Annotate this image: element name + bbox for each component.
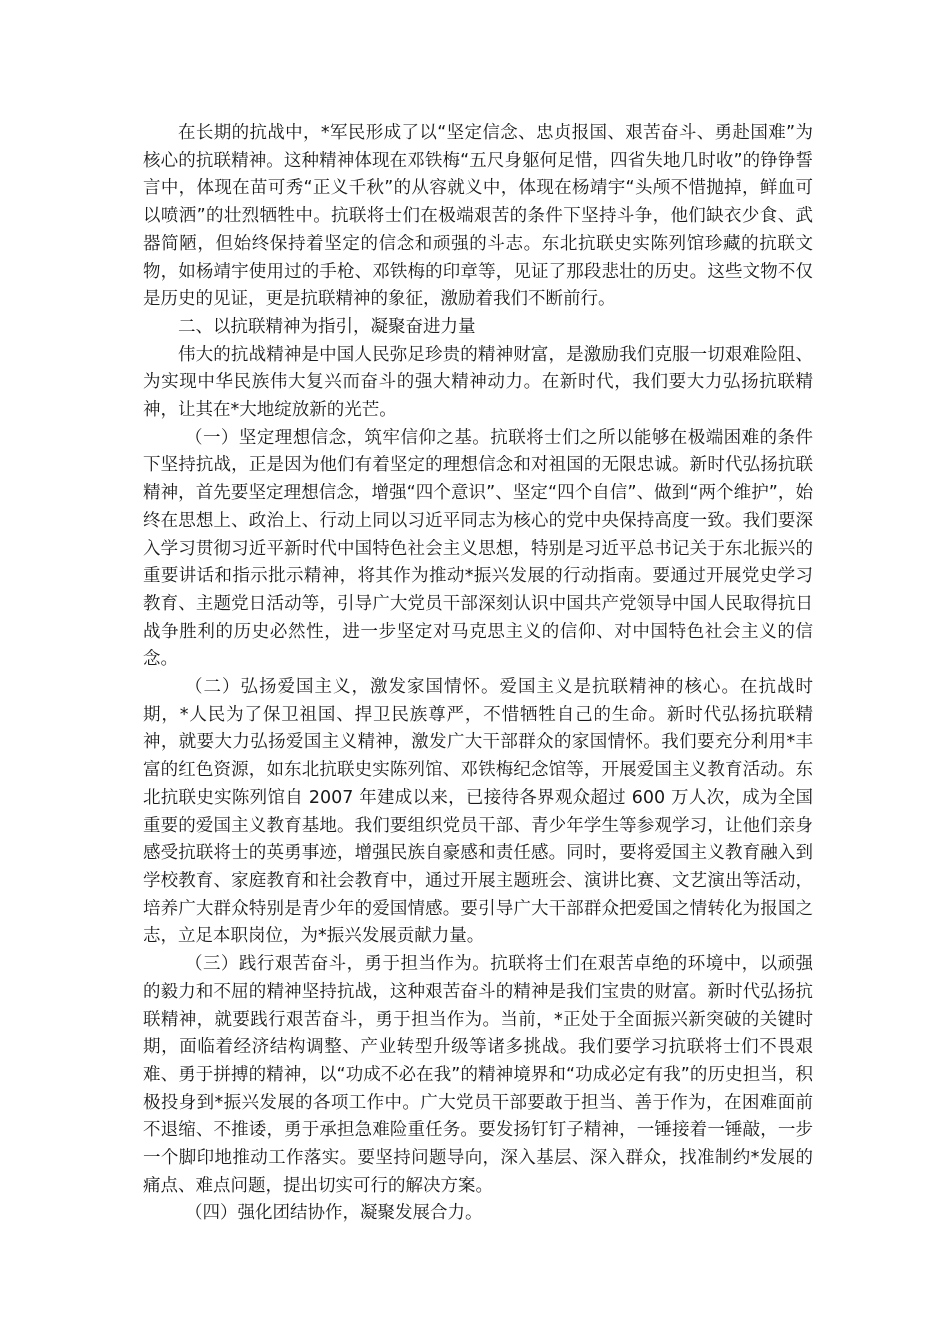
section-heading-2: 二、以抗联精神为指引，凝聚奋进力量 [178, 316, 476, 337]
subsection-3-hard-work: （三）践行艰苦奋斗，勇于担当作为。抗联将士们在艰苦卓绝的环境中，以顽强的毅力和不屈的精神坚持抗战，这种艰苦奋斗的精神是我们宝贵的财富。新时代弘扬抗联精神，就要践行艰苦奋斗，勇于担当作为。当前，*正处于全面振兴新突破的关键时期，面临着经济结构调整、产业转型升级等诸多挑战。我们要学习抗联将士们不畏艰难、勇于拼搏的精神，以“功成不必在我”的精神境界和“功成必定有我”的历史担当，积极投身到*振兴发展的各项工作中。广大党员干部要敢于担当、善于作为，在困难面前不退缩、不推诿，勇于承担急难险重任务。要发扬钉钉子精神，一锤接着一锤敲，一步一个脚印地推动工作落实。要坚持问题导向，深入基层、深入群众，找准制约*发展的痛点、难点问题，提出切实可行的解决方案。 [143, 954, 813, 1196]
subsection-2-patriotism: （二）弘扬爱国主义，激发家国情怀。爱国主义是抗联精神的核心。在抗战时期，*人民为了保卫祖国、捍卫民族尊严，不惜牺牲自己的生命。新时代弘扬抗联精神，就要大力弘扬爱国主义精神，激发广大干部群众的家国情怀。我们要充分利用*丰富的红色资源，如东北抗联史实陈列馆、邓铁梅纪念馆等，开展爱国主义教育活动。东北抗联史实陈列馆自 2007 年建成以来，已接待各界观众超过 600 万人次，成为全国重要的爱国主义教育基地。我们要组织党员干部、青少年学生等参观学习，让他们亲身感受抗联将士的英勇事迹，增强民族自豪感和责任感。同时，要将爱国主义教育融入到学校教育、家庭教育和社会教育中，通过开展主题班会、演讲比赛、文艺演出等活动，培养广大群众特别是青少年的爱国情感。要引导广大干部群众把爱国之情转化为报国之志，立足本职岗位，为*振兴发展贡献力量。 [143, 677, 813, 947]
document-page [143, 120, 813, 1228]
subsection-4-unity: （四）强化团结协作，凝聚发展合力。 [185, 1203, 483, 1224]
paragraph-anti-war-spirit: 在长期的抗战中，*军民形成了以“坚定信念、忠贞报国、艰苦奋斗、勇赴国难”为核心的抗联精神。这种精神体现在邓铁梅“五尺身躯何足惜，四省失地几时收”的铮铮誓言中，体现在苗可秀“正义千秋”的从容就义中，体现在杨靖宇“头颅不惜抛掉，鲜血可以喷洒”的壮烈牺牲中。抗联将士们在极端艰苦的条件下坚持斗争，他们缺衣少食、武器简陋，但始终保持着坚定的信念和顽强的斗志。东北抗联史实陈列馆珍藏的抗联文物，如杨靖宇使用过的手枪、邓铁梅的印章等，见证了那段悲壮的历史。这些文物不仅是历史的见证，更是抗联精神的象征，激励着我们不断前行。 [143, 123, 813, 310]
subsection-1-ideals: （一）坚定理想信念，筑牢信仰之基。抗联将士们之所以能够在极端困难的条件下坚持抗战，正是因为他们有着坚定的理想信念和对祖国的无限忠诚。新时代弘扬抗联精神，首先要坚定理想信念，增强“四个意识”、坚定“四个自信”、做到“两个维护”，始终在思想上、政治上、行动上同以习近平同志为核心的党中央保持高度一致。我们要深入学习贯彻习近平新时代中国特色社会主义思想，特别是习近平总书记关于东北振兴的重要讲话和指示批示精神，将其作为推动*振兴发展的行动指南。要通过开展党史学习教育、主题党日活动等，引导广大党员干部深刻认识中国共产党领导中国人民取得抗日战争胜利的历史必然性，进一步坚定对马克思主义的信仰、对中国特色社会主义的信念。 [143, 427, 813, 670]
paragraph-intro-section-2: 伟大的抗战精神是中国人民弥足珍贵的精神财富，是激励我们克服一切艰难险阻、为实现中华民族伟大复兴而奋斗的强大精神动力。在新时代，我们要大力弘扬抗联精神，让其在*大地绽放新的光芒。 [143, 344, 813, 421]
